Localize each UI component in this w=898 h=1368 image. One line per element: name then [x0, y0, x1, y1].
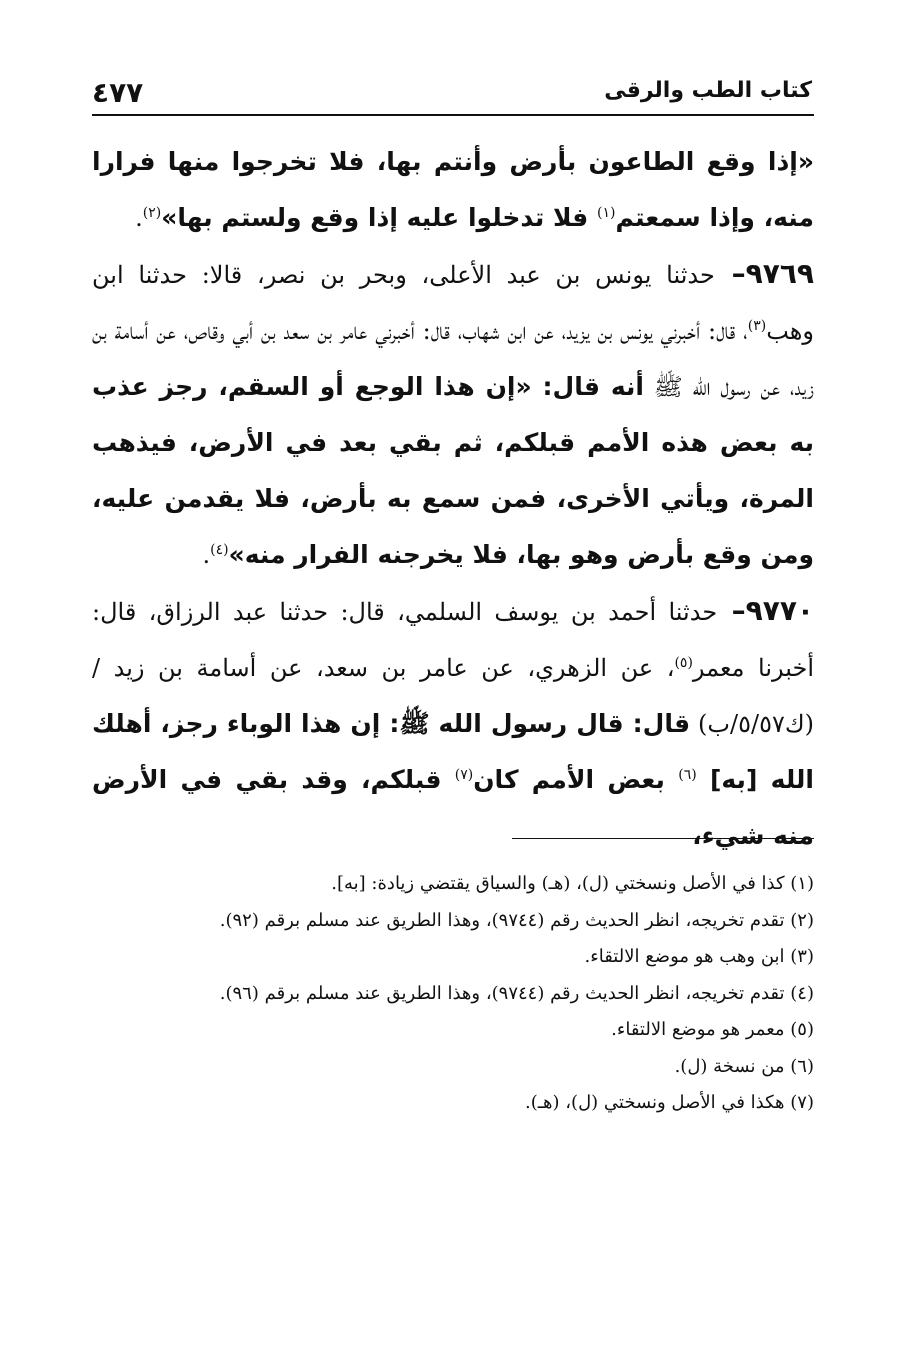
- running-title: كتاب الطب والرقى: [604, 78, 812, 103]
- paragraph-hadith-9769: [92, 246, 814, 583]
- footnote-ref-6: (٦): [678, 767, 697, 783]
- chain-text: حدثنا أحمد بن يوسف السلمي، قال: حدثنا عبد الرزاق، قال: أخبرنا معمر: [92, 598, 814, 682]
- header-rule: [92, 114, 814, 116]
- paragraph-end: .: [135, 204, 143, 232]
- footnote-ref-3: (٣): [747, 318, 767, 334]
- hadith-text: أنه قال: «إن هذا الوجع أو السقم، رجز عذب به بعض هذه الأمم قبلكم، ثم بقي بعد في الأرض، فيذهب المرة، ويأتي الأخرى، فمن سمع به بأرض، فلا يقدمن عليه، ومن وقع بأرض وهو بها، فلا يخرجنه الفرار منه»: [92, 372, 814, 569]
- page-header: [92, 74, 812, 114]
- chain-text: ، عن الزهري، عن عامر بن سعد، عن أسامة بن زيد / (ك٥/٥٧/ب): [92, 654, 815, 738]
- footnotes: [92, 866, 814, 1122]
- footnote-4: (٤) تقدم تخريجه، انظر الحديث رقم (٩٧٤٤)، وهذا الطريق عند مسلم برقم (٩٦).: [219, 982, 814, 1004]
- footnote-5: (٥) معمر هو موضع الالتقاء.: [611, 1019, 814, 1040]
- footnote-separator: [512, 838, 814, 839]
- paragraph-hadith-9770: [92, 583, 814, 864]
- footnote-ref-2: (٢): [142, 205, 162, 221]
- footnote-1: (١) كذا في الأصل ونسختي (ل)، (هـ) والسياق يقتضي زيادة: [به].: [331, 873, 814, 894]
- footnote-2: (٢) تقدم تخريجه، انظر الحديث رقم (٩٧٤٤)، وهذا الطريق عند مسلم برقم (٩٢).: [219, 909, 814, 931]
- hadith-text: بعض الأمم كان: [473, 765, 679, 794]
- footnote-ref-4: (٤): [210, 542, 229, 558]
- paragraph-hadith-continuation: [92, 134, 814, 246]
- hadith-text: قبلكم، وقد بقي في الأرض منه شيء،: [92, 765, 814, 850]
- main-text: [92, 134, 814, 864]
- footnote-ref-5: (٥): [674, 655, 693, 671]
- hadith-dash: –: [717, 594, 746, 627]
- footnote-7: (٧) هكذا في الأصل ونسختي (ل)، (هـ).: [524, 1092, 814, 1113]
- paragraph-end: .: [202, 541, 211, 569]
- footnote-ref-7: (٧): [454, 767, 474, 783]
- footnote-3: (٣) ابن وهب هو موضع الالتقاء.: [584, 946, 814, 967]
- chain-text: ، قال: أخبرني يونس بن يزيد، عن ابن شهاب، قال: أخبرني عامر بن سعد بن أبي وقاص، عن أسامة بن زيد، عن رسول الله ﷺ: [92, 317, 814, 401]
- page-number: ٤٧٧: [92, 76, 144, 109]
- hadith-dash: –: [714, 257, 746, 290]
- footnote-ref-1: (١): [597, 205, 616, 221]
- quote-text: فلا تدخلوا عليه إذا وقع ولستم بها»: [161, 203, 597, 232]
- footnote-6: (٦) من نسخة (ل).: [674, 1055, 814, 1077]
- chain-text: حدثنا يونس بن عبد الأعلى، وبحر بن نصر، قالا: حدثنا ابن وهب: [92, 261, 814, 345]
- hadith-text: قال: قال رسول الله ﷺ: إن هذا الوباء رجز، أهلك الله [به]: [92, 709, 814, 794]
- hadith-number: ٩٧٦٩: [745, 257, 814, 290]
- quote-text: «إذا وقع الطاعون بأرض وأنتم بها، فلا تخرجوا منها فرارا منه، وإذا سمعتم: [92, 147, 814, 232]
- hadith-number: ٩٧٧٠: [745, 594, 814, 627]
